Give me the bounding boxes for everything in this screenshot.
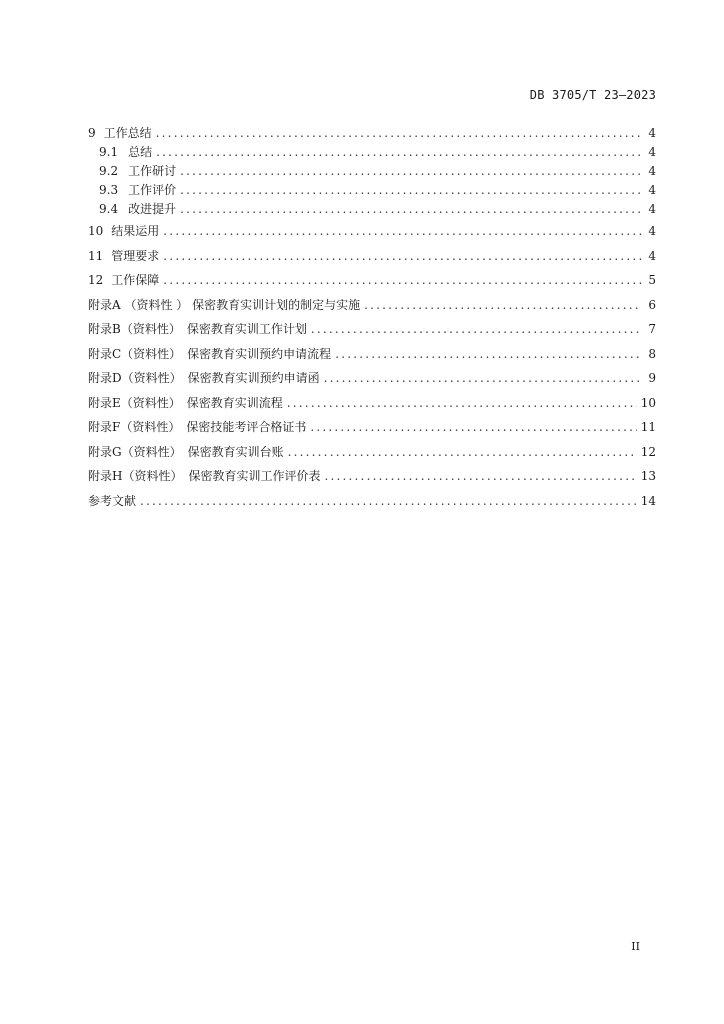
toc-dot-leader — [324, 366, 642, 391]
toc-entry-title: 附录A （资料性 ） 保密教育实训计划的制定与实施 — [88, 297, 361, 312]
toc-entry-page: 4 — [648, 126, 656, 140]
toc-dot-leader — [163, 219, 642, 244]
toc-entry-number: 12 — [88, 273, 104, 287]
toc-entry-appendix-e[interactable] — [88, 391, 656, 416]
toc-entry-page: 13 — [640, 469, 656, 483]
toc-dot-leader — [140, 489, 637, 514]
toc-entry-title: 参考文献 — [88, 493, 137, 508]
toc-entry-appendix-f[interactable] — [88, 415, 656, 440]
toc-entry-page: 5 — [648, 273, 656, 287]
toc-entry-title: 工作总结 — [103, 126, 152, 140]
toc-dot-leader — [310, 415, 636, 440]
toc-dot-leader — [324, 464, 636, 489]
toc-dot-leader — [287, 391, 637, 416]
toc-entry-page: 7 — [648, 322, 656, 336]
toc-entry-page: 11 — [640, 420, 656, 434]
toc-entry-number: 11 — [88, 248, 104, 263]
toc-entry-appendix-b[interactable] — [88, 317, 656, 342]
page-number: II — [631, 940, 640, 953]
toc-entry-title: 附录B（资料性） 保密教育实训工作计划 — [88, 322, 307, 336]
toc-entry-page: 4 — [648, 145, 656, 159]
toc-entry-9[interactable] — [88, 124, 656, 143]
toc-entry-9-3[interactable] — [88, 181, 656, 200]
toc-dot-leader — [180, 162, 642, 181]
toc-entry-number: 10 — [88, 224, 104, 238]
toc-entry-9-4[interactable] — [88, 200, 656, 219]
toc-entry-number: 9 — [88, 126, 96, 140]
toc-entry-title: 附录D（资料性） 保密教育实训预约申请函 — [88, 371, 320, 385]
toc-entry-11[interactable] — [88, 244, 656, 269]
toc-dot-leader — [156, 124, 642, 143]
toc-entry-appendix-g[interactable] — [88, 440, 656, 465]
toc-dot-leader — [163, 244, 642, 269]
toc-entry-page: 8 — [648, 346, 656, 361]
toc-entry-page: 4 — [648, 248, 656, 263]
toc-entry-page: 4 — [648, 224, 656, 238]
table-of-contents — [88, 124, 656, 513]
toc-dot-leader — [335, 342, 642, 367]
toc-entry-appendix-d[interactable] — [88, 366, 656, 391]
toc-entry-title: 附录H（资料性） 保密教育实训工作评价表 — [88, 469, 321, 483]
toc-entry-12[interactable] — [88, 268, 656, 293]
toc-entry-page: 4 — [648, 183, 656, 197]
toc-entry-title: 改进提升 — [128, 202, 177, 216]
toc-dot-leader — [163, 268, 642, 293]
toc-entry-title: 附录E（资料性） 保密教育实训流程 — [88, 395, 283, 410]
toc-entry-page: 6 — [648, 297, 656, 312]
toc-entry-title: 结果运用 — [111, 224, 160, 238]
toc-dot-leader — [288, 440, 637, 465]
toc-entry-title: 工作保障 — [111, 273, 160, 287]
toc-entry-number: 9.4 — [99, 202, 119, 216]
toc-entry-page: 12 — [640, 444, 656, 459]
toc-entry-number: 9.1 — [99, 145, 119, 159]
toc-entry-9-1[interactable] — [88, 143, 656, 162]
toc-entry-title: 总结 — [128, 145, 153, 159]
toc-entry-title: 管理要求 — [111, 248, 160, 263]
toc-entry-page: 4 — [648, 202, 656, 216]
toc-entry-title: 工作评价 — [128, 183, 177, 197]
toc-dot-leader — [180, 200, 642, 219]
toc-dot-leader — [180, 181, 642, 200]
toc-entry-appendix-c[interactable] — [88, 342, 656, 367]
toc-entry-references[interactable] — [88, 489, 656, 514]
toc-entry-page: 10 — [640, 395, 656, 410]
toc-entry-number: 9.2 — [99, 164, 119, 178]
toc-entry-title: 附录F（资料性） 保密技能考评合格证书 — [88, 420, 307, 434]
toc-entry-page: 9 — [648, 371, 656, 385]
document-code: DB 3705/T 23—2023 — [529, 88, 656, 102]
toc-entry-title: 附录C（资料性） 保密教育实训预约申请流程 — [88, 346, 332, 361]
toc-entry-title: 工作研讨 — [128, 164, 177, 178]
toc-dot-leader — [311, 317, 642, 342]
toc-entry-title: 附录G（资料性） 保密教育实训台账 — [88, 444, 284, 459]
toc-entry-10[interactable] — [88, 219, 656, 244]
toc-entry-number: 9.3 — [99, 183, 119, 197]
toc-dot-leader — [156, 143, 642, 162]
toc-entry-appendix-h[interactable] — [88, 464, 656, 489]
toc-entry-appendix-a[interactable] — [88, 293, 656, 318]
toc-entry-9-2[interactable] — [88, 162, 656, 181]
toc-entry-page: 14 — [640, 493, 656, 508]
toc-entry-page: 4 — [648, 164, 656, 178]
toc-dot-leader — [364, 293, 642, 318]
